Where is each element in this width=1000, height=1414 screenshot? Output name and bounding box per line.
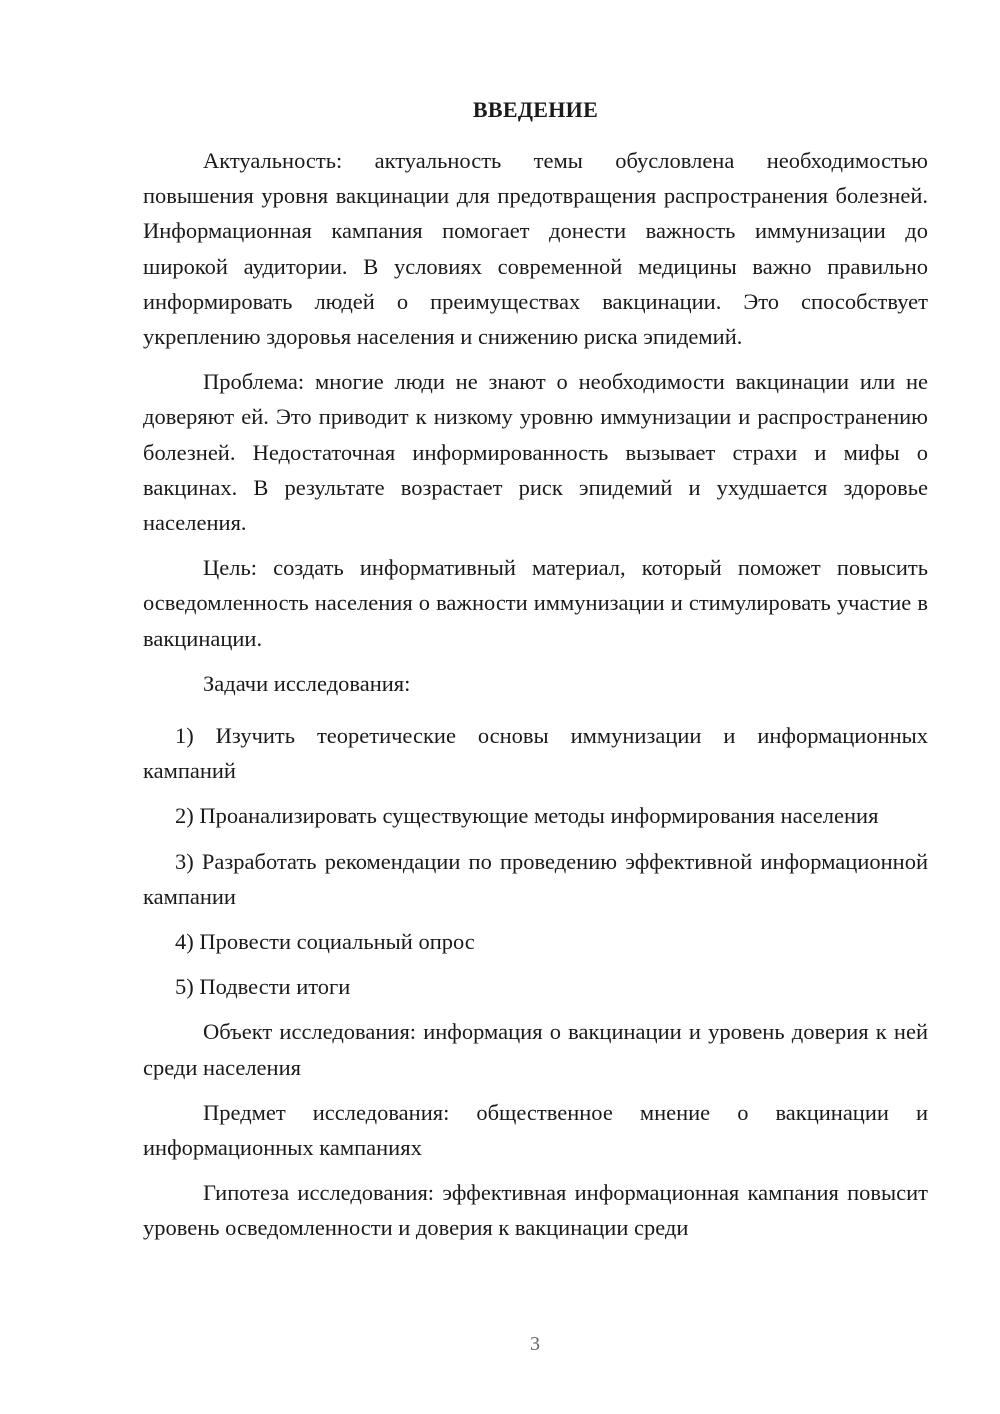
task-item-5: 5) Подвести итоги [175, 974, 351, 1000]
paragraph-problem: Проблема: многие люди не знают о необходимости вакцинации или не доверяют ей. Это приводит к низкому уровню иммунизации и распространению болезней. Недостаточная информированность вызывает страхи и мифы о вакцинах. В результате возрастает риск эпидемий и ухудшается здоровье населения. [143, 369, 928, 536]
page-number: 3 [530, 1333, 540, 1355]
paragraph-goal: Цель: создать информативный материал, который поможет повысить осведомленность населения о важности иммунизации и стимулировать участие в вакцинации. [143, 555, 928, 651]
task-item-3: 3) Разработать рекомендации по проведению эффективной информационной кампании [143, 848, 928, 909]
section-title: ВВЕДЕНИЕ [472, 97, 599, 122]
task-item-4: 4) Провести социальный опрос [175, 929, 475, 955]
page-content [143, 92, 928, 1256]
task-item-1: 1) Изучить теоретические основы иммунизации и информационных кампаний [143, 723, 928, 784]
paragraph-hypothesis: Гипотеза исследования: эффективная информационная кампания повысит уровень осведомленности и доверия к вакцинации среди [143, 1180, 928, 1241]
paragraph-object: Объект исследования: информация о вакцинации и уровень доверия к ней среди населения [143, 1019, 928, 1080]
task-item-2: 2) Проанализировать существующие методы информирования населения [175, 803, 879, 829]
paragraph-relevance: Актуальность: актуальность темы обусловлена необходимостью повышения уровня вакцинации для предотвращения распространения болезней. Информационная кампания помогает донести важность иммунизации до широкой аудитории. В условиях современной медицины важно правильно информировать людей о преимуществах вакцинации. Это способствует укреплению здоровья населения и снижению риска эпидемий. [143, 148, 928, 350]
paragraph-tasks-heading: Задачи исследования: [203, 670, 411, 696]
paragraph-subject: Предмет исследования: общественное мнение о вакцинации и информационных кампаниях [143, 1099, 928, 1161]
